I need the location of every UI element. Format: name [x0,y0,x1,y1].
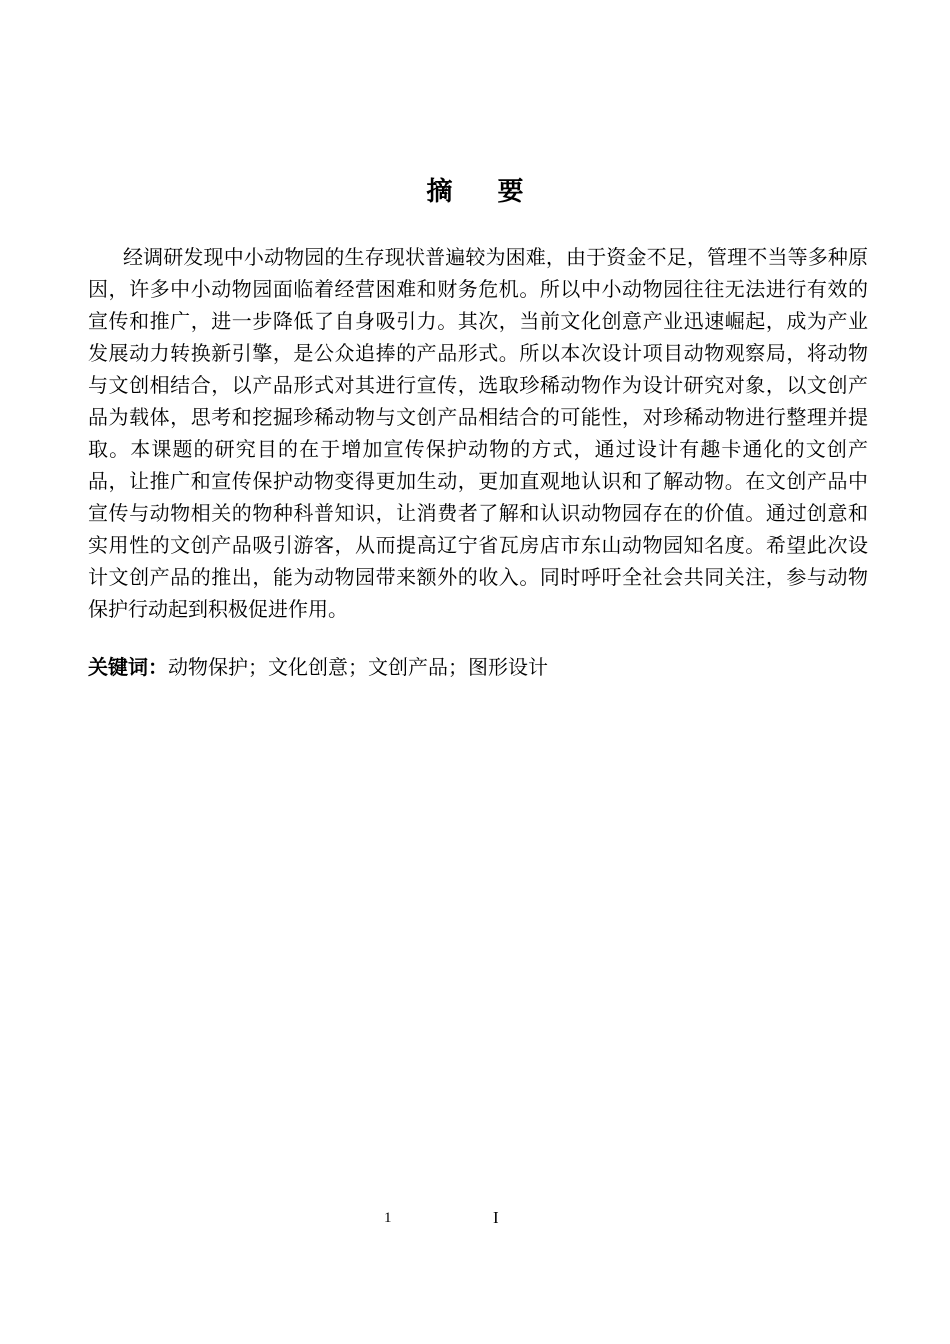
abstract-title-char-left: 摘 [426,176,453,206]
abstract-title [0,0,950,205]
page-number: I [493,1208,499,1227]
abstract-line: 保护行动起到积极促进作用。 [88,599,348,621]
abstract-paragraph [88,242,868,626]
keywords-line [88,652,868,684]
abstract-line: 宣传和推广，进一步降低了自身吸引力。其次，当前文化创意产业迅速崛起，成为产业 [88,311,868,333]
footnote-number: 1 [384,1210,392,1226]
abstract-line: 品，让推广和宣传保护动物变得更加生动，更加直观地认识和了解动物。在文创产品中 [88,471,868,493]
abstract-line: 宣传与动物相关的物种科普知识，让消费者了解和认识动物园存在的价值。通过创意和 [88,503,868,525]
keywords-text: 动物保护；文化创意；文创产品；图形设计 [168,657,548,679]
abstract-line: 品为载体，思考和挖掘珍稀动物与文创产品相结合的可能性，对珍稀动物进行整理并提 [88,407,868,429]
abstract-line: 取。本课题的研究目的在于增加宣传保护动物的方式，通过设计有趣卡通化的文创产 [88,439,868,461]
abstract-line: 计文创产品的推出，能为动物园带来额外的收入。同时呼吁全社会共同关注，参与动物 [88,567,868,589]
abstract-title-char-right: 要 [497,176,524,206]
abstract-line: 与文创相结合，以产品形式对其进行宣传，选取珍稀动物作为设计研究对象，以文创产 [88,375,868,397]
abstract-line: 经调研发现中小动物园的生存现状普遍较为困难，由于资金不足，管理不当等多种原 [123,247,868,269]
abstract-line: 因，许多中小动物园面临着经营困难和财务危机。所以中小动物园往往无法进行有效的 [88,279,868,301]
abstract-line: 实用性的文创产品吸引游客，从而提高辽宁省瓦房店市东山动物园知名度。希望此次设 [88,535,868,557]
keywords-label: 关键词： [88,657,168,679]
abstract-line: 发展动力转换新引擎，是公众追捧的产品形式。所以本次设计项目动物观察局，将动物 [88,343,868,365]
